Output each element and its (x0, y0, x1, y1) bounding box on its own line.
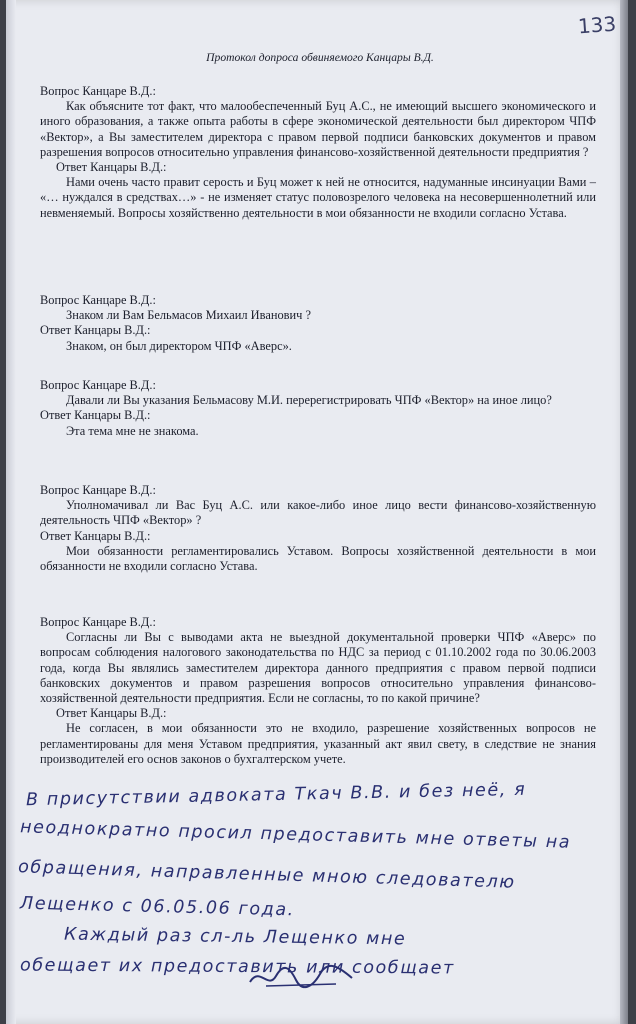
handwritten-line: неоднократно просил предоставить мне ответы на (19, 817, 572, 853)
answer-label: Ответ Канцары В.Д.: (56, 160, 167, 175)
question-label: Вопрос Канцаре В.Д.: (40, 615, 156, 629)
handwritten-line: обещает их предоставить или сообщает (19, 955, 455, 979)
question-label: Вопрос Канцаре В.Д.: (40, 84, 156, 98)
question-text: Согласны ли Вы с выводами акта не выездной документальной проверки ЧПФ «Аверс» по вопросам соблюдения налогового законодательства по НДС за период с 01.10.2002 года по 30.06.2003 года, когда Вы являлись заместителем директора данного предприятия с правом первой подписи банковских документов и правом разрешения вопросов относительно управления финансово-хозяйственной деятельности предприятия. Если не согласны, то по какой причине? (40, 630, 596, 706)
page-binding-edge (6, 0, 16, 1024)
qa-block-5 (40, 615, 596, 767)
answer-text: Нами очень часто правит серость и Буц может к ней не относится, надуманные инсинуации Вами – «… нуждался в средствах…» - не изменяет статус половозрелого человека на несовершеннолетний или невменяемый. Вопросы хозяйственно деятельности в мои обязанности не входили согласно Устава. (40, 175, 596, 220)
document-page (6, 0, 628, 1024)
question-text: Знаком ли Вам Бельмасов Михаил Иванович ? (66, 308, 311, 323)
answer-text: Мои обязанности регламентировались Уставом. Вопросы хозяйственной деятельности в мои обязанности не входили согласно Устава. (40, 543, 596, 574)
qa-block-3 (40, 378, 596, 439)
signature (246, 962, 356, 992)
answer-text: Знаком, он был директором ЧПФ «Аверс». (66, 338, 292, 353)
answer-label: Ответ Канцары В.Д.: (40, 528, 151, 543)
answer-text: Эта тема мне не знакома. (66, 423, 199, 438)
question-label: Вопрос Канцаре В.Д.: (40, 378, 156, 392)
qa-block-2 (40, 293, 596, 354)
handwritten-line: Каждый раз сл-ль Лещенко мне (63, 924, 407, 950)
handwritten-line: Лещенко с 06.05.06 года. (19, 893, 296, 921)
answer-label: Ответ Канцары В.Д.: (40, 408, 151, 423)
question-label: Вопрос Канцаре В.Д.: (40, 483, 156, 497)
handwritten-line: обращения, направленные мною следователю (17, 857, 516, 893)
qa-block-1 (40, 84, 596, 221)
question-label: Вопрос Канцаре В.Д.: (40, 293, 156, 307)
answer-text: Не согласен, в мои обязанности это не входило, разрешение хозяйственных вопросов не регламентированы для меня Уставом предприятия, указанный акт явил свету, в следствие не знания производителей его основ законов о бухгалтерском учете. (40, 721, 596, 766)
question-text: Давали ли Вы указания Бельмасову М.И. перерегистрировать ЧПФ «Вектор» на иное лицо? (66, 393, 552, 408)
answer-label: Ответ Канцары В.Д.: (56, 706, 167, 721)
qa-block-4 (40, 483, 596, 574)
document-header: Протокол допроса обвиняемого Канцары В.Д. (206, 51, 434, 64)
document-body (17, 0, 617, 1024)
page-shadow-strip (620, 0, 628, 1024)
answer-label: Ответ Канцары В.Д.: (40, 323, 151, 338)
page-number: 133 (576, 11, 617, 39)
question-text: Уполномачивал ли Вас Буц А.С. или какое-либо иное лицо вести финансово-хозяйственную деятельность ЧПФ «Вектор» ? (40, 498, 596, 528)
question-text: Как объясните тот факт, что малообеспеченный Буц А.С., не имеющий высшего экономического и иного образования, а также опыта работы в сфере экономической деятельности был директором ЧПФ «Вектор», а Вы заместителем директора с правом первой подписи банковских документов и правом разрешения вопросов относительно управления финансово-хозяйственной деятельности предприятия ? (40, 99, 596, 159)
handwritten-line: В присутствии адвоката Ткач В.В. и без неё, я (25, 779, 527, 811)
